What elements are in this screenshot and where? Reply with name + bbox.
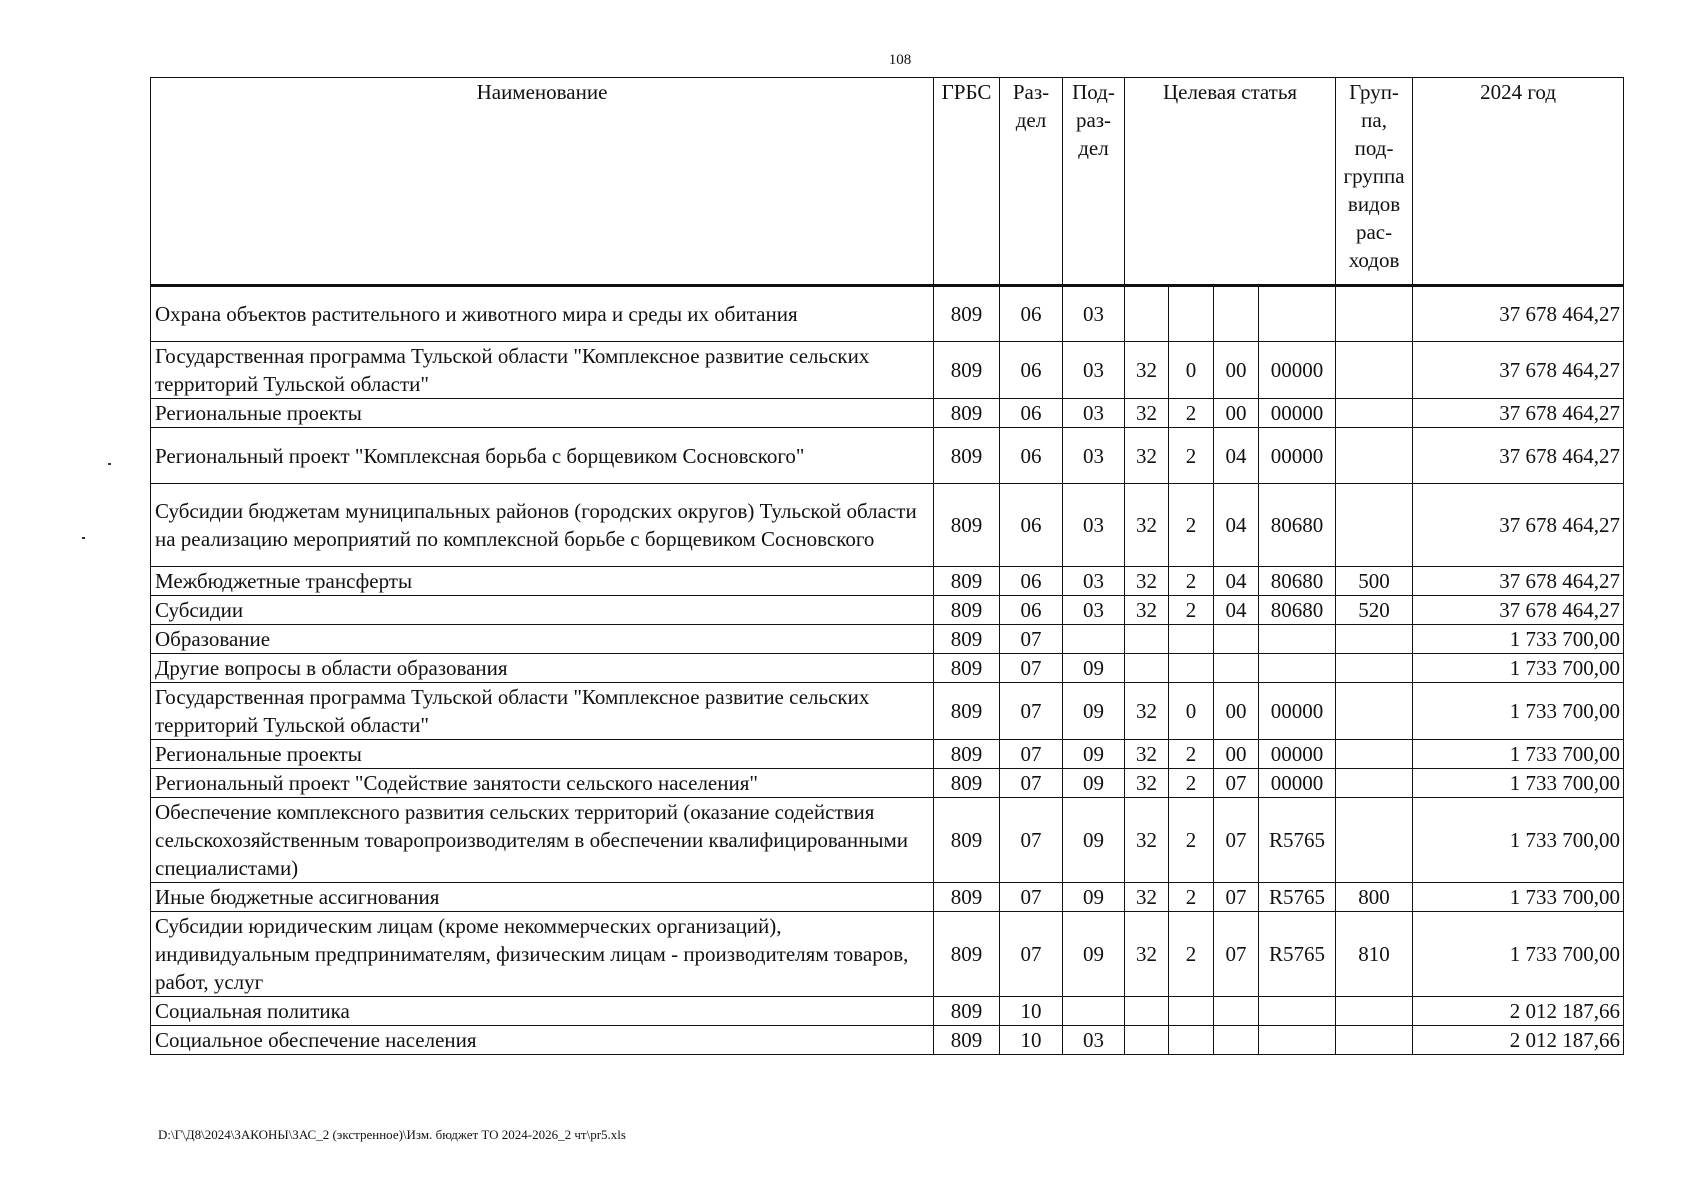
cell-razdel: 07 (1000, 883, 1063, 912)
cell-target-program: 32 (1125, 428, 1169, 484)
cell-razdel: 07 (1000, 625, 1063, 654)
row-name: Межбюджетные трансферты (151, 567, 934, 596)
cell-target-type (1169, 654, 1214, 683)
row-name: Региональные проекты (151, 399, 934, 428)
cell-target-program: 32 (1125, 484, 1169, 567)
cell-grbs: 809 (934, 428, 1000, 484)
cell-expense-group (1336, 399, 1413, 428)
footer-file-path: D:\Г\Д8\2024\ЗАКОНЫ\ЗАС_2 (экстренное)\Изм. бюджет ТО 2024-2026_2 чт\pr5.xls (158, 1127, 626, 1142)
cell-amount: 2 012 187,66 (1413, 997, 1624, 1026)
cell-target-type: 2 (1169, 769, 1214, 798)
cell-expense-group: 500 (1336, 567, 1413, 596)
cell-grbs: 809 (934, 286, 1000, 342)
cell-target-type: 0 (1169, 683, 1214, 740)
table-row (151, 286, 1624, 342)
cell-grbs: 809 (934, 567, 1000, 596)
header-podrazdel: Под- раз- дел (1063, 78, 1125, 286)
cell-target-code: 00000 (1259, 342, 1336, 399)
cell-amount: 37 678 464,27 (1413, 596, 1624, 625)
cell-target-direction: 07 (1214, 883, 1259, 912)
cell-target-type: 2 (1169, 484, 1214, 567)
cell-podrazdel: 09 (1063, 769, 1125, 798)
cell-target-direction (1214, 654, 1259, 683)
header-year: 2024 год (1413, 78, 1624, 286)
cell-target-code (1259, 654, 1336, 683)
cell-amount: 1 733 700,00 (1413, 769, 1624, 798)
cell-target-program (1125, 286, 1169, 342)
table-body (151, 286, 1624, 1055)
cell-podrazdel: 03 (1063, 428, 1125, 484)
budget-table (150, 77, 1624, 1055)
cell-target-direction: 00 (1214, 342, 1259, 399)
row-name: Региональные проекты (151, 740, 934, 769)
margin-mark (82, 537, 85, 539)
cell-amount: 1 733 700,00 (1413, 625, 1624, 654)
cell-amount: 1 733 700,00 (1413, 683, 1624, 740)
table-row (151, 596, 1624, 625)
cell-grbs: 809 (934, 883, 1000, 912)
cell-podrazdel: 03 (1063, 286, 1125, 342)
cell-razdel: 06 (1000, 342, 1063, 399)
cell-target-program: 32 (1125, 567, 1169, 596)
cell-target-program: 32 (1125, 399, 1169, 428)
cell-target-direction (1214, 1026, 1259, 1055)
cell-target-direction (1214, 286, 1259, 342)
cell-razdel: 07 (1000, 654, 1063, 683)
cell-expense-group (1336, 625, 1413, 654)
cell-razdel: 06 (1000, 484, 1063, 567)
cell-amount: 1 733 700,00 (1413, 740, 1624, 769)
cell-target-program: 32 (1125, 740, 1169, 769)
cell-podrazdel: 09 (1063, 740, 1125, 769)
cell-grbs: 809 (934, 625, 1000, 654)
cell-target-type: 2 (1169, 399, 1214, 428)
cell-expense-group (1336, 740, 1413, 769)
cell-target-direction (1214, 625, 1259, 654)
cell-grbs: 809 (934, 342, 1000, 399)
cell-podrazdel (1063, 997, 1125, 1026)
cell-target-type: 2 (1169, 740, 1214, 769)
cell-target-program: 32 (1125, 342, 1169, 399)
cell-target-direction: 07 (1214, 769, 1259, 798)
cell-expense-group (1336, 683, 1413, 740)
cell-grbs: 809 (934, 997, 1000, 1026)
cell-podrazdel: 09 (1063, 883, 1125, 912)
cell-target-code: R5765 (1259, 883, 1336, 912)
cell-expense-group (1336, 997, 1413, 1026)
cell-amount: 1 733 700,00 (1413, 798, 1624, 883)
cell-target-code (1259, 997, 1336, 1026)
cell-target-code: 00000 (1259, 428, 1336, 484)
cell-expense-group (1336, 286, 1413, 342)
cell-razdel: 07 (1000, 798, 1063, 883)
row-name: Региональный проект "Содействие занятости сельского населения" (151, 769, 934, 798)
cell-amount: 37 678 464,27 (1413, 567, 1624, 596)
table-row (151, 740, 1624, 769)
cell-target-program: 32 (1125, 798, 1169, 883)
cell-target-code (1259, 625, 1336, 654)
cell-target-type (1169, 997, 1214, 1026)
cell-amount: 1 733 700,00 (1413, 883, 1624, 912)
cell-expense-group (1336, 428, 1413, 484)
cell-target-program (1125, 654, 1169, 683)
cell-target-direction: 00 (1214, 399, 1259, 428)
cell-expense-group (1336, 798, 1413, 883)
table-row (151, 912, 1624, 997)
table-row (151, 683, 1624, 740)
cell-grbs: 809 (934, 912, 1000, 997)
table-row (151, 484, 1624, 567)
row-name: Государственная программа Тульской области "Комплексное развитие сельских территорий Тульской области" (151, 683, 934, 740)
cell-expense-group (1336, 769, 1413, 798)
cell-target-program: 32 (1125, 596, 1169, 625)
cell-target-direction: 07 (1214, 798, 1259, 883)
header-grbs: ГРБС (934, 78, 1000, 286)
header-name: Наименование (151, 78, 934, 286)
cell-target-direction: 04 (1214, 484, 1259, 567)
cell-razdel: 06 (1000, 428, 1063, 484)
cell-razdel: 06 (1000, 596, 1063, 625)
cell-grbs: 809 (934, 654, 1000, 683)
cell-target-type: 0 (1169, 342, 1214, 399)
row-name: Обеспечение комплексного развития сельских территорий (оказание содействия сельскохозяйственным товаропроизводителям в обеспечении квалифицированными специалистами) (151, 798, 934, 883)
cell-target-direction: 00 (1214, 740, 1259, 769)
cell-target-code: R5765 (1259, 798, 1336, 883)
table-row (151, 769, 1624, 798)
row-name: Субсидии (151, 596, 934, 625)
cell-expense-group (1336, 484, 1413, 567)
cell-amount: 37 678 464,27 (1413, 428, 1624, 484)
cell-expense-group: 520 (1336, 596, 1413, 625)
cell-target-type: 2 (1169, 912, 1214, 997)
cell-razdel: 07 (1000, 683, 1063, 740)
cell-razdel: 06 (1000, 567, 1063, 596)
table-row (151, 1026, 1624, 1055)
cell-target-code: 00000 (1259, 399, 1336, 428)
margin-mark (108, 463, 111, 465)
cell-target-code (1259, 286, 1336, 342)
cell-target-program: 32 (1125, 912, 1169, 997)
row-name: Социальная политика (151, 997, 934, 1026)
cell-target-program: 32 (1125, 683, 1169, 740)
row-name: Социальное обеспечение населения (151, 1026, 934, 1055)
table-row (151, 997, 1624, 1026)
cell-razdel: 07 (1000, 769, 1063, 798)
cell-amount: 37 678 464,27 (1413, 286, 1624, 342)
cell-expense-group: 810 (1336, 912, 1413, 997)
cell-podrazdel: 09 (1063, 683, 1125, 740)
cell-amount: 37 678 464,27 (1413, 342, 1624, 399)
cell-grbs: 809 (934, 769, 1000, 798)
page-number: 108 (888, 52, 912, 68)
cell-podrazdel: 09 (1063, 912, 1125, 997)
cell-podrazdel: 09 (1063, 654, 1125, 683)
cell-podrazdel: 03 (1063, 596, 1125, 625)
cell-podrazdel: 03 (1063, 399, 1125, 428)
row-name: Региональный проект "Комплексная борьба с борщевиком Сосновского" (151, 428, 934, 484)
cell-grbs: 809 (934, 798, 1000, 883)
cell-grbs: 809 (934, 484, 1000, 567)
cell-target-code: 80680 (1259, 484, 1336, 567)
cell-expense-group (1336, 654, 1413, 683)
cell-target-type: 2 (1169, 798, 1214, 883)
table-row (151, 399, 1624, 428)
cell-grbs: 809 (934, 740, 1000, 769)
cell-target-code: R5765 (1259, 912, 1336, 997)
cell-target-type (1169, 625, 1214, 654)
cell-target-code: 00000 (1259, 740, 1336, 769)
cell-target-code: 00000 (1259, 769, 1336, 798)
cell-podrazdel: 03 (1063, 1026, 1125, 1055)
table-row (151, 654, 1624, 683)
cell-target-direction (1214, 997, 1259, 1026)
cell-target-type (1169, 1026, 1214, 1055)
row-name: Государственная программа Тульской области "Комплексное развитие сельских территорий Тульской области" (151, 342, 934, 399)
cell-target-code: 00000 (1259, 683, 1336, 740)
cell-target-type: 2 (1169, 883, 1214, 912)
cell-grbs: 809 (934, 399, 1000, 428)
cell-target-program (1125, 997, 1169, 1026)
cell-razdel: 06 (1000, 286, 1063, 342)
cell-podrazdel: 09 (1063, 798, 1125, 883)
cell-target-code: 80680 (1259, 567, 1336, 596)
cell-target-type: 2 (1169, 596, 1214, 625)
cell-target-type (1169, 286, 1214, 342)
cell-razdel: 10 (1000, 1026, 1063, 1055)
row-name: Субсидии юридическим лицам (кроме некоммерческих организаций), индивидуальным предпринимателям, физическим лицам - производителям товаров, работ, услуг (151, 912, 934, 997)
cell-target-direction: 04 (1214, 567, 1259, 596)
cell-grbs: 809 (934, 596, 1000, 625)
cell-razdel: 07 (1000, 740, 1063, 769)
cell-amount: 37 678 464,27 (1413, 484, 1624, 567)
cell-target-code: 80680 (1259, 596, 1336, 625)
table-row (151, 342, 1624, 399)
cell-grbs: 809 (934, 683, 1000, 740)
header-target: Целевая статья (1125, 78, 1336, 286)
cell-razdel: 10 (1000, 997, 1063, 1026)
cell-expense-group (1336, 1026, 1413, 1055)
cell-target-type: 2 (1169, 428, 1214, 484)
table-row (151, 883, 1624, 912)
cell-podrazdel: 03 (1063, 567, 1125, 596)
cell-target-direction: 00 (1214, 683, 1259, 740)
cell-target-direction: 04 (1214, 428, 1259, 484)
header-group: Груп- па, под- группа видов рас- ходов (1336, 78, 1413, 286)
cell-expense-group: 800 (1336, 883, 1413, 912)
row-name: Иные бюджетные ассигнования (151, 883, 934, 912)
cell-expense-group (1336, 342, 1413, 399)
table-row (151, 625, 1624, 654)
table-row (151, 428, 1624, 484)
cell-amount: 37 678 464,27 (1413, 399, 1624, 428)
header-razdel: Раз- дел (1000, 78, 1063, 286)
row-name: Охрана объектов растительного и животного мира и среды их обитания (151, 286, 934, 342)
cell-amount: 1 733 700,00 (1413, 654, 1624, 683)
cell-target-program: 32 (1125, 883, 1169, 912)
cell-podrazdel (1063, 625, 1125, 654)
cell-grbs: 809 (934, 1026, 1000, 1055)
cell-razdel: 06 (1000, 399, 1063, 428)
cell-razdel: 07 (1000, 912, 1063, 997)
cell-target-program (1125, 625, 1169, 654)
header-row (151, 78, 1624, 286)
cell-target-program: 32 (1125, 769, 1169, 798)
row-name: Другие вопросы в области образования (151, 654, 934, 683)
row-name: Субсидии бюджетам муниципальных районов (городских округов) Тульской области на реализацию мероприятий по комплексной борьбе с борщевиком Сосновского (151, 484, 934, 567)
cell-amount: 2 012 187,66 (1413, 1026, 1624, 1055)
row-name: Образование (151, 625, 934, 654)
table-row (151, 798, 1624, 883)
cell-target-type: 2 (1169, 567, 1214, 596)
table-row (151, 567, 1624, 596)
cell-target-direction: 07 (1214, 912, 1259, 997)
cell-podrazdel: 03 (1063, 342, 1125, 399)
cell-target-program (1125, 1026, 1169, 1055)
cell-podrazdel: 03 (1063, 484, 1125, 567)
cell-target-direction: 04 (1214, 596, 1259, 625)
cell-amount: 1 733 700,00 (1413, 912, 1624, 997)
cell-target-code (1259, 1026, 1336, 1055)
